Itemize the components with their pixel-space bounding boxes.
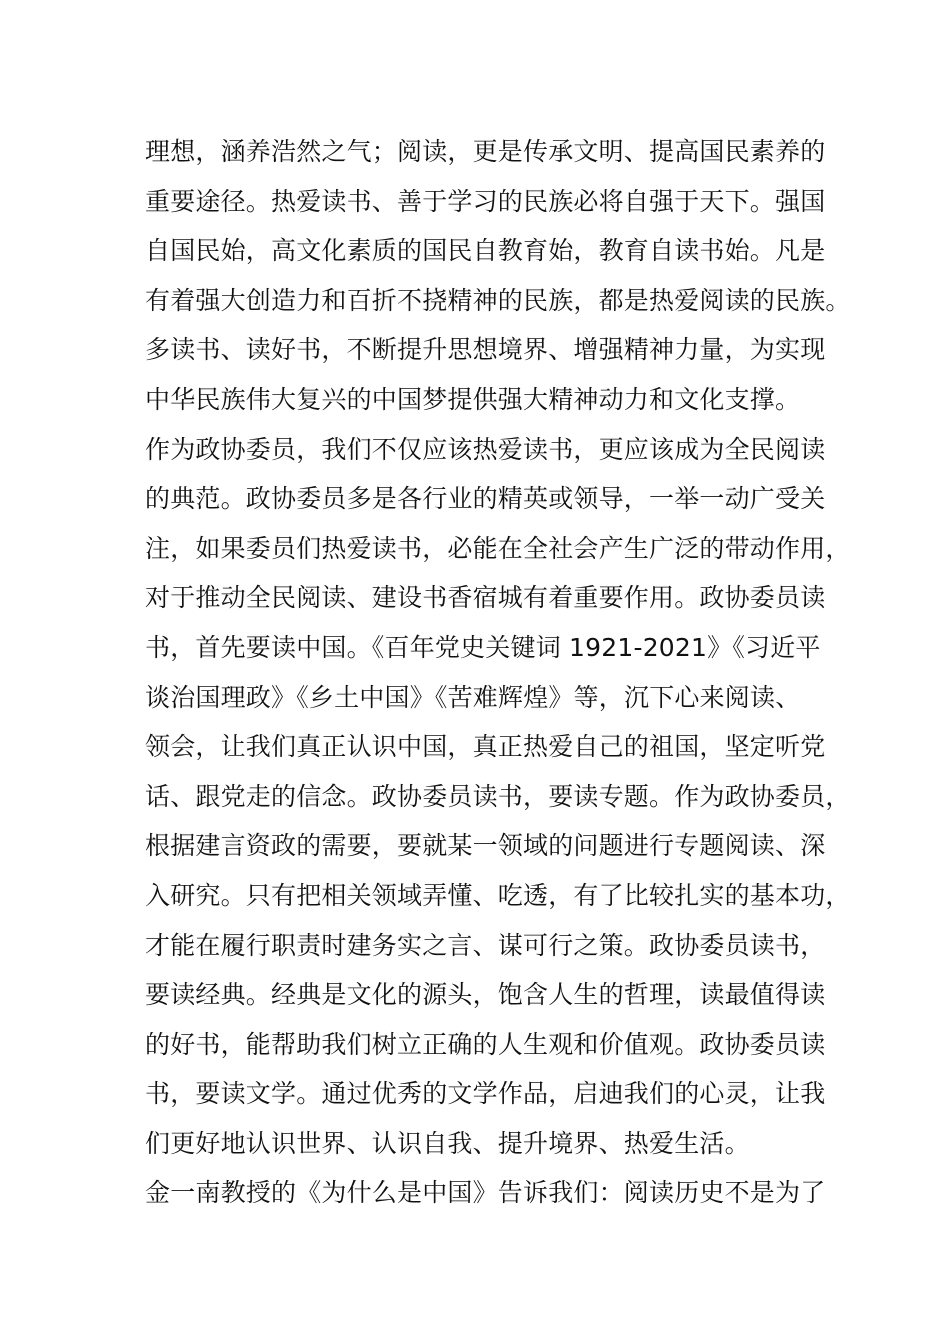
text-line: 的好书，能帮助我们树立正确的人生观和价值观。政协委员读 — [145, 1029, 826, 1059]
text-line: 谈治国理政》《乡土中国》《苦难辉煌》等，沉下心来阅读、 — [145, 682, 801, 712]
text-line: 金一南教授的《为什么是中国》告诉我们：阅读历史不是为了 — [145, 1178, 826, 1208]
text-line: 入研究。只有把相关领域弄懂、吃透，有了比较扎实的基本功， — [145, 880, 851, 910]
text-line: 多读书、读好书，不断提升思想境界、增强精神力量，为实现 — [145, 335, 826, 365]
text-line: 根据建言资政的需要，要就某一领域的问题进行专题阅读、深 — [145, 831, 826, 861]
text-line: 领会，让我们真正认识中国，真正热爱自己的祖国，坚定听党 — [145, 732, 826, 762]
text-line: 注，如果委员们热爱读书，必能在全社会产生广泛的带动作用， — [145, 533, 851, 563]
text-line: 们更好地认识世界、认识自我、提升境界、热爱生活。 — [145, 1128, 750, 1158]
text-line: 书，要读文学。通过优秀的文学作品，启迪我们的心灵，让我 — [145, 1079, 826, 1109]
document-body — [145, 127, 851, 1218]
text-line: 重要途径。热爱读书、善于学习的民族必将自强于天下。强国 — [145, 186, 826, 216]
text-line: 要读经典。经典是文化的源头，饱含人生的哲理，读最值得读 — [145, 980, 826, 1010]
text-line: 才能在履行职责时建务实之言、谋可行之策。政协委员读书， — [145, 930, 826, 960]
text-line: 作为政协委员，我们不仅应该热爱读书，更应该成为全民阅读 — [145, 434, 826, 464]
text-line: 的典范。政协委员多是各行业的精英或领导，一举一动广受关 — [145, 484, 826, 514]
text-line: 对于推动全民阅读、建设书香宿城有着重要作用。政协委员读 — [145, 583, 826, 613]
text-line: 自国民始，高文化素质的国民自教育始，教育自读书始。凡是 — [145, 236, 826, 266]
text-line: 书，首先要读中国。《百年党史关键词 1921-2021》《习近平 — [145, 632, 821, 662]
text-line: 有着强大创造力和百折不挠精神的民族，都是热爱阅读的民族。 — [145, 285, 851, 315]
text-line: 中华民族伟大复兴的中国梦提供强大精神动力和文化支撑。 — [145, 384, 801, 414]
text-line: 理想，涵养浩然之气；阅读，更是传承文明、提高国民素养的 — [145, 137, 826, 166]
text-line: 话、跟党走的信念。政协委员读书，要读专题。作为政协委员， — [145, 781, 851, 811]
